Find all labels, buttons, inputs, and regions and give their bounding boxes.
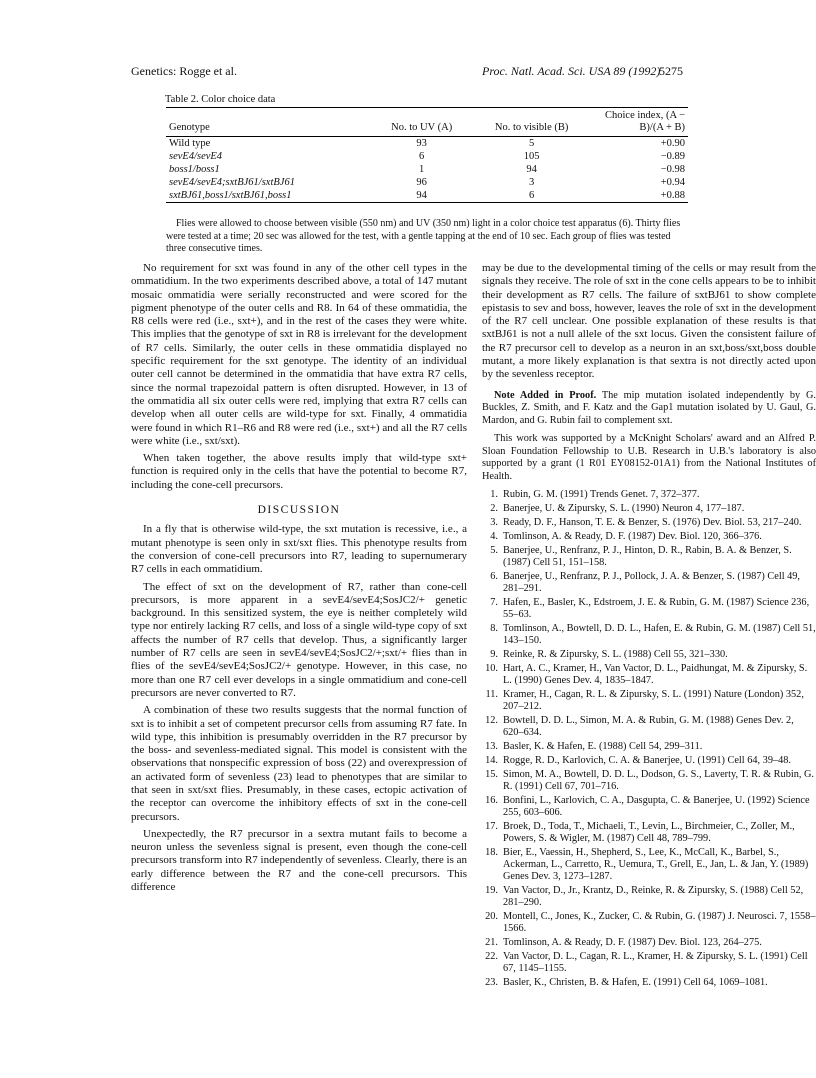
reference-number: 2. bbox=[490, 503, 498, 515]
reference-number: 23. bbox=[485, 977, 498, 989]
reference-item bbox=[482, 571, 816, 595]
page-number: 5275 bbox=[659, 64, 683, 78]
reference-item bbox=[482, 517, 816, 529]
reference-number: 22. bbox=[485, 951, 498, 963]
note-label: Note Added in Proof. bbox=[494, 389, 597, 401]
table-cell: 94 bbox=[416, 190, 427, 201]
reference-item bbox=[482, 977, 816, 989]
reference-text: Van Vactor, D., Jr., Krantz, D., Reinke, R. & Zipursky, S. (1988) Cell 52, 281–290. bbox=[503, 885, 804, 909]
table-cell: Wild type bbox=[169, 138, 211, 149]
reference-number: 8. bbox=[490, 623, 498, 635]
reference-item bbox=[482, 545, 816, 569]
reference-text: Kramer, H., Cagan, R. L. & Zipursky, S. L. (1991) Nature (London) 352, 207–212. bbox=[503, 689, 804, 713]
reference-number: 20. bbox=[485, 911, 498, 923]
table-cell: boss1/boss1 bbox=[169, 164, 220, 175]
reference-number: 17. bbox=[485, 821, 498, 833]
body-paragraph: In a fly that is otherwise wild-type, the sxt mutation is recessive, i.e., a mutant phenotype is seen only in sxt/sxt flies. This phenotype results from the conversion of cone-cell precursors into R7, leading to supernumerary R7 cells in each ommatidium. bbox=[131, 523, 467, 576]
table-cell: 93 bbox=[416, 138, 427, 149]
reference-text: Banerjee, U., Renfranz, P. J., Hinton, D. R., Rabin, B. A. & Benzer, S. (1987) Cell 51, 151–158. bbox=[503, 545, 792, 569]
reference-number: 4. bbox=[490, 531, 498, 543]
table-header-cell: Choice index, (A − B)/(A + B) bbox=[605, 110, 685, 133]
right-column bbox=[482, 262, 816, 991]
reference-item bbox=[482, 951, 816, 975]
reference-text: Bowtell, D. D. L., Simon, M. A. & Rubin, G. M. (1988) Genes Dev. 2, 620–634. bbox=[503, 715, 794, 739]
reference-text: Basler, K. & Hafen, E. (1988) Cell 54, 299–311. bbox=[503, 741, 703, 753]
reference-item bbox=[482, 847, 816, 883]
reference-item bbox=[482, 503, 816, 515]
table-row bbox=[166, 150, 688, 163]
table-cell: +0.94 bbox=[660, 177, 685, 188]
reference-item bbox=[482, 795, 816, 819]
reference-item bbox=[482, 769, 816, 793]
reference-number: 13. bbox=[485, 741, 498, 753]
note-added-in-proof bbox=[482, 390, 816, 428]
reference-text: Rubin, G. M. (1991) Trends Genet. 7, 372–377. bbox=[503, 489, 700, 501]
reference-item bbox=[482, 689, 816, 713]
reference-text: Bonfini, L., Karlovich, C. A., Dasgupta, C. & Banerjee, U. (1992) Science 255, 603–606. bbox=[503, 795, 810, 819]
reference-item bbox=[482, 937, 816, 949]
reference-item bbox=[482, 489, 816, 501]
reference-item bbox=[482, 821, 816, 845]
body-paragraph: A combination of these two results suggests that the normal function of sxt is to inhibit a set of competent precursor cells from assuming R7 fate. In wild type, this inhibition is presumably overridden in the R7 precursor by the boss- and sevenless-mediated signal. This model is consistent with the observations that nonspecific expression of boss (22) and overexpression of an activated form of sevenless (23) lead to phenotypes that are similar to that seen in sxt/sxt flies. Presumably, in these cases, ectopic activation of the receptor can overcome the inhibitory effects of sxt in the cone-cell precursors. bbox=[131, 704, 467, 823]
reference-item bbox=[482, 885, 816, 909]
body-paragraph: When taken together, the above results imply that wild-type sxt+ function is required only in the cells that have the potential to become R7, including the cone-cell precursors. bbox=[131, 452, 467, 491]
body-paragraph: The effect of sxt on the development of R7, rather than cone-cell precursors, is more apparent in a sevE4/sevE4;SosJC2/+ genetic background. In this sensitized system, the eye is neither completely wild type nor entirely lacking R7 cells, and loss of a single wild-type copy of sxt affects the number of R7 cells that develop. Thus, a significantly larger number of R7 cells are seen in sevE4/sevE4;SosJC2/+;sxt/+ flies than in flies of the sevE4/sevE4;SosJC2/+ genotype. However, in this case, no more than one R7 cell ever develops in a single ommatidium and cone-cell precursors are never converted to R7. bbox=[131, 580, 467, 699]
reference-text: Simon, M. A., Bowtell, D. D. L., Dodson, G. S., Laverty, T. R. & Rubin, G. R. (1991) Cell 67, 701–716. bbox=[503, 769, 815, 793]
reference-text: Broek, D., Toda, T., Michaeli, T., Levin, L., Birchmeier, C., Zoller, M., Powers, S. & Wigler, M. (1987) Cell 48, 789–799. bbox=[503, 821, 795, 845]
table-header-row bbox=[166, 108, 688, 137]
reference-number: 11. bbox=[485, 689, 498, 701]
reference-number: 12. bbox=[485, 715, 498, 727]
reference-text: Tomlinson, A. & Ready, D. F. (1987) Dev. Biol. 120, 366–376. bbox=[503, 531, 762, 543]
reference-item bbox=[482, 911, 816, 935]
reference-text: Ready, D. F., Hanson, T. E. & Benzer, S. (1976) Dev. Biol. 53, 217–240. bbox=[503, 517, 802, 529]
body-paragraph: No requirement for sxt was found in any of the other cell types in the ommatidium. In the two experiments described above, a total of 147 mutant mosaic ommatidia were serially reconstructed and were scored for the pigment phenotype of the outer cells and R8. In 64 of these ommatidia, the R8 cells were red (i.e., sxt+), and in the rest of the cases they were white. This implies that the genotype of sxt in R8 is irrelevant for the development of R7 cells. Similarly, the outer cells in these ommatidia displayed no specific requirement for the sxt genotype. The identity of an individual outer cell cannot be determined in the ommatidia that have extra R7 cells, since the normal trapezoidal pattern is often disrupted. However, in 13 of the ommatidia all six outer cells were red, implying that extra R7 cells can develop when all outer cells are wild-type for sxt. Finally, 4 ommatidia were found in which R1–R6 and R8 were red (i.e., sxt+) and all the R7 cells were white (i.e., sxt/sxt). bbox=[131, 262, 467, 447]
table-cell: 6 bbox=[419, 151, 425, 162]
reference-number: 16. bbox=[485, 795, 498, 807]
running-header-left: Genetics: Rogge et al. bbox=[131, 64, 237, 78]
table-cell: 94 bbox=[526, 164, 537, 175]
reference-item bbox=[482, 663, 816, 687]
table-cell: sxtBJ61,boss1/sxtBJ61,boss1 bbox=[169, 190, 292, 201]
reference-item bbox=[482, 649, 816, 661]
reference-item bbox=[482, 755, 816, 767]
table-row bbox=[166, 176, 688, 189]
reference-text: Bier, E., Vaessin, H., Shepherd, S., Lee, K., McCall, K., Barbel, S., Ackerman, L., Carretto, R., Uemura, T., Grell, E., Jan, L. & Jan, Y. (1989) Genes Dev. 3, 1273–1287. bbox=[503, 847, 809, 883]
reference-text: Banerjee, U., Renfranz, P. J., Pollock, J. A. & Benzer, S. (1987) Cell 49, 281–291. bbox=[503, 571, 801, 595]
note-text: The mip mutation isolated independently by G. Buckles, Z. Smith, and F. Katz and the Gap1 mutation isolated by U. Gaul, G. Mardon, and G. Rubin fail to complement sxt. bbox=[482, 389, 816, 426]
reference-text: Banerjee, U. & Zipursky, S. L. (1990) Neuron 4, 177–187. bbox=[503, 503, 745, 515]
reference-number: 21. bbox=[485, 937, 498, 949]
reference-list bbox=[482, 489, 816, 989]
reference-number: 1. bbox=[490, 489, 498, 501]
section-heading: DISCUSSION bbox=[257, 504, 341, 517]
table-cell: +0.88 bbox=[660, 190, 685, 201]
left-column bbox=[131, 262, 467, 898]
table-row bbox=[166, 137, 688, 151]
table-cell: 5 bbox=[529, 138, 535, 149]
reference-number: 10. bbox=[485, 663, 498, 675]
reference-number: 18. bbox=[485, 847, 498, 859]
table-footnote: Flies were allowed to choose between visible (550 nm) and UV (350 nm) light in a color choice test apparatus (6). Thirty flies were tested at a time; 20 sec was allowed for the test, with a gentle tapping at the end of 10 sec. Each group of flies was tested three consecutive times. bbox=[166, 218, 681, 254]
reference-text: Tomlinson, A., Bowtell, D. D. L., Hafen, E. & Rubin, G. M. (1987) Cell 51, 143–150. bbox=[503, 623, 816, 647]
reference-item bbox=[482, 597, 816, 621]
reference-number: 9. bbox=[490, 649, 498, 661]
reference-text: Montell, C., Jones, K., Zucker, C. & Rubin, G. (1987) J. Neurosci. 7, 1558–1566. bbox=[503, 911, 816, 935]
reference-item bbox=[482, 741, 816, 753]
table-header-cell: No. to visible (B) bbox=[494, 122, 569, 133]
table-cell: −0.98 bbox=[660, 164, 685, 175]
table-cell: +0.90 bbox=[660, 138, 685, 149]
reference-text: Basler, K., Christen, B. & Hafen, E. (1991) Cell 64, 1069–1081. bbox=[503, 977, 768, 989]
table-cell: 96 bbox=[416, 177, 427, 188]
reference-text: Hart, A. C., Kramer, H., Van Vactor, D. L., Paidhungat, M. & Zipursky, S. L. (1990) Genes Dev. 4, 1835–1847. bbox=[503, 663, 808, 687]
table-cell: −0.89 bbox=[660, 151, 685, 162]
table-row bbox=[166, 189, 688, 203]
body-paragraph: Unexpectedly, the R7 precursor in a sextra mutant fails to become a neuron unless the sevenless signal is present, even though the cone-cell precursors transform into R7 independently of sevenless. Clearly, there is an early difference between the R7 and the cone-cell precursors. This difference bbox=[131, 827, 467, 894]
reference-text: Rogge, R. D., Karlovich, C. A. & Banerjee, U. (1991) Cell 64, 39–48. bbox=[503, 755, 791, 767]
table-cell: sevE4/sevE4;sxtBJ61/sxtBJ61 bbox=[169, 177, 295, 188]
running-header-journal: Proc. Natl. Acad. Sci. USA 89 (1992) bbox=[482, 64, 661, 78]
table-row bbox=[166, 163, 688, 176]
reference-number: 14. bbox=[485, 755, 498, 767]
acknowledgments: This work was supported by a McKnight Scholars' award and an Alfred P. Sloan Foundation Fellowship to U.B. Research in U.B.'s laboratory is also supported by a grant (1 R01 EY08152-01A1) from the National Institutes of Health. bbox=[482, 433, 816, 482]
reference-number: 7. bbox=[490, 597, 498, 609]
table-cell: 6 bbox=[529, 190, 535, 201]
table-header-cell: No. to UV (A) bbox=[391, 122, 453, 133]
table-cell: 1 bbox=[419, 164, 425, 175]
reference-number: 5. bbox=[490, 545, 498, 557]
reference-number: 3. bbox=[490, 517, 498, 529]
reference-text: Tomlinson, A. & Ready, D. F. (1987) Dev. Biol. 123, 264–275. bbox=[503, 937, 762, 949]
reference-text: Hafen, E., Basler, K., Edstroem, J. E. & Rubin, G. M. (1987) Science 236, 55–63. bbox=[503, 597, 810, 621]
reference-text: Reinke, R. & Zipursky, S. L. (1988) Cell 55, 321–330. bbox=[503, 649, 728, 661]
color-choice-table bbox=[166, 107, 688, 203]
reference-item bbox=[482, 531, 816, 543]
reference-number: 19. bbox=[485, 885, 498, 897]
table-cell: 105 bbox=[523, 151, 540, 162]
table-cell: sevE4/sevE4 bbox=[169, 151, 223, 162]
table-title: Table 2. Color choice data bbox=[165, 94, 276, 105]
reference-number: 6. bbox=[490, 571, 498, 583]
table-cell: 3 bbox=[529, 177, 535, 188]
reference-number: 15. bbox=[485, 769, 498, 781]
reference-text: Van Vactor, D. L., Cagan, R. L., Kramer, H. & Zipursky, S. L. (1991) Cell 67, 1145–1155. bbox=[503, 951, 808, 975]
body-paragraph: may be due to the developmental timing of the cells or may result from the signals they receive. The role of sxt in the cone cells appears to be to inhibit their development as R7 cells. The failure of sxtBJ61 to show complete epistasis to sev and boss, however, leaves the role of sxt in the development of the R7 cell unclear. One possible explanation of these results is that sxtBJ61 is not a null allele of the sxt locus. Given the consistent failure of the R7 precursor cell to develop as a neuron in an sxt,boss/sxt,boss double mutant, a more likely explanation is that sextra is not directly acted upon by the sevenless receptor. bbox=[482, 262, 816, 381]
reference-item bbox=[482, 715, 816, 739]
table-header-cell: Genotype bbox=[169, 122, 210, 133]
reference-item bbox=[482, 623, 816, 647]
